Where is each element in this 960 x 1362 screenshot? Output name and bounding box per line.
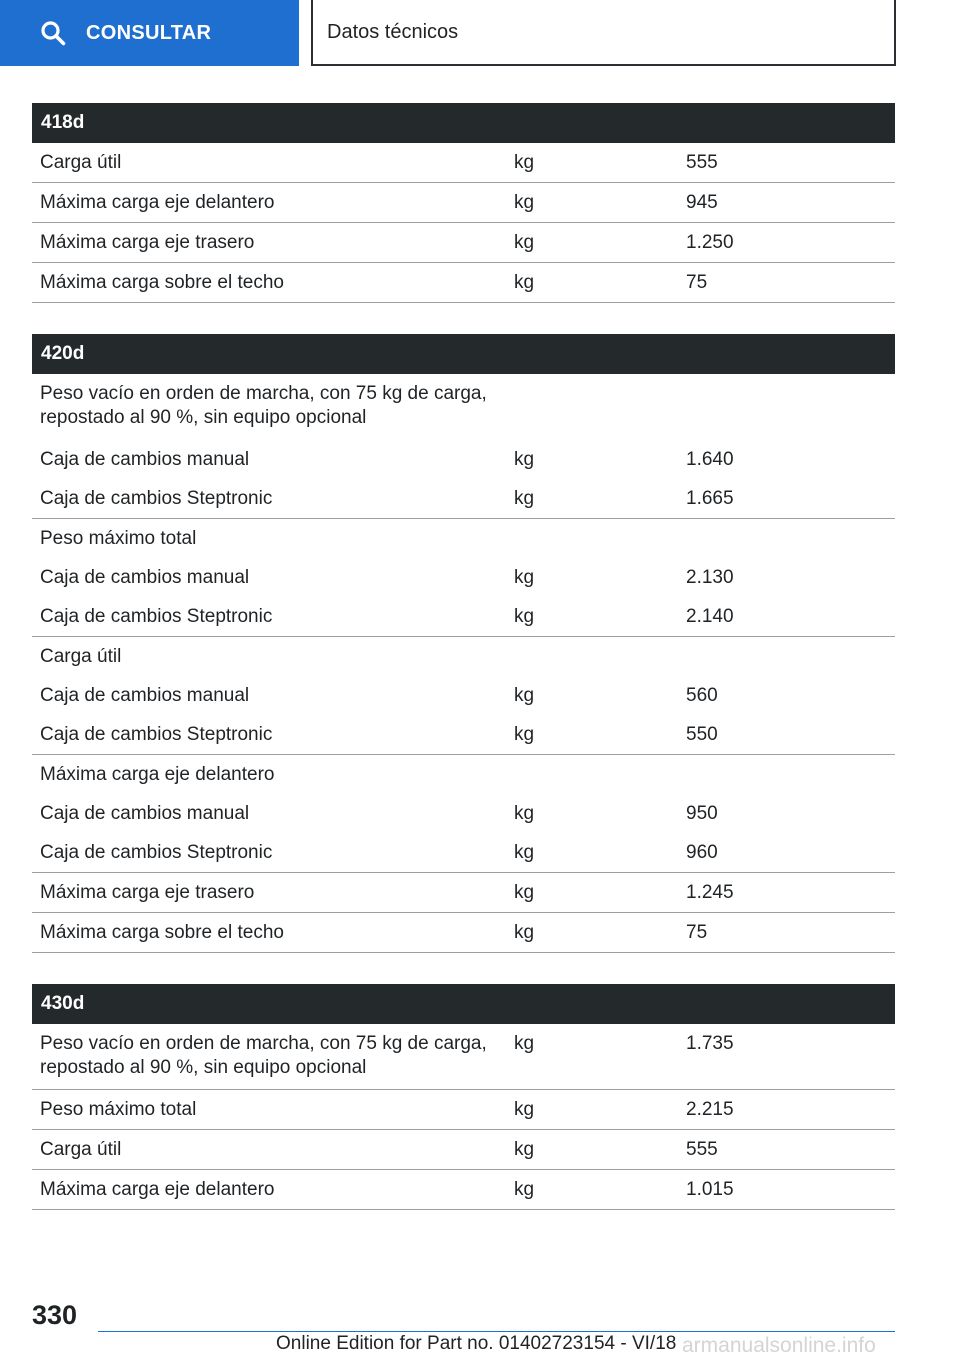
row-value bbox=[677, 374, 895, 440]
row-value: 550 bbox=[686, 724, 718, 745]
row-unit: kg bbox=[514, 724, 535, 745]
table-row bbox=[32, 715, 895, 755]
row-label: Máxima carga eje trasero bbox=[40, 882, 255, 903]
table-row bbox=[32, 755, 895, 794]
row-value: 1.735 bbox=[686, 1033, 734, 1054]
technical-data-content bbox=[32, 103, 895, 1241]
table-row bbox=[32, 1090, 895, 1130]
row-label: Máxima carga sobre el techo bbox=[40, 922, 284, 943]
table-row bbox=[32, 143, 895, 183]
row-label: Carga útil bbox=[40, 1139, 122, 1160]
row-value: 75 bbox=[686, 272, 708, 293]
row-unit: kg bbox=[514, 606, 535, 627]
row-label: Peso vacío en orden de marcha, con 75 kg de carga, repostado al 90 %, sin equipo opcional bbox=[40, 1033, 487, 1078]
table-row bbox=[32, 873, 895, 913]
watermark: armanualsonline.info bbox=[682, 1334, 876, 1357]
section-title-tab[interactable]: Datos técnicos bbox=[311, 0, 896, 66]
row-value: 1.245 bbox=[686, 882, 734, 903]
row-unit: kg bbox=[514, 685, 535, 706]
table-row bbox=[32, 833, 895, 873]
row-unit bbox=[505, 637, 677, 676]
row-unit bbox=[505, 755, 677, 794]
table-row bbox=[32, 913, 895, 953]
row-label: Caja de cambios manual bbox=[40, 685, 250, 706]
table-row bbox=[32, 597, 895, 637]
row-unit: kg bbox=[514, 1139, 535, 1160]
row-value: 950 bbox=[686, 803, 718, 824]
row-label: Caja de cambios manual bbox=[40, 449, 250, 470]
row-unit: kg bbox=[514, 803, 535, 824]
row-label: Carga útil bbox=[40, 152, 122, 173]
table-row bbox=[32, 637, 895, 676]
page-number: 330 bbox=[32, 1300, 78, 1330]
row-unit bbox=[505, 374, 677, 440]
block-title: 430d bbox=[32, 984, 895, 1024]
row-label: Peso máximo total bbox=[40, 1099, 197, 1120]
table-row bbox=[32, 479, 895, 519]
row-unit: kg bbox=[514, 232, 535, 253]
consult-button[interactable] bbox=[0, 0, 299, 66]
table-row bbox=[32, 794, 895, 833]
row-unit: kg bbox=[514, 1179, 535, 1200]
row-value: 1.250 bbox=[686, 232, 734, 253]
spec-block bbox=[32, 984, 895, 1210]
spec-block bbox=[32, 334, 895, 953]
page-footer bbox=[0, 1290, 960, 1362]
consult-label: CONSULTAR bbox=[86, 21, 212, 44]
row-value: 1.665 bbox=[686, 488, 734, 509]
table-row bbox=[32, 1130, 895, 1170]
block-title: 418d bbox=[32, 103, 895, 143]
row-label: Máxima carga eje trasero bbox=[40, 232, 255, 253]
row-unit: kg bbox=[514, 272, 535, 293]
table-row bbox=[32, 558, 895, 597]
row-label: Caja de cambios manual bbox=[40, 567, 250, 588]
row-unit: kg bbox=[514, 1033, 535, 1054]
table-row bbox=[32, 374, 895, 440]
row-value bbox=[677, 755, 895, 794]
row-value: 560 bbox=[686, 685, 718, 706]
row-unit: kg bbox=[514, 488, 535, 509]
row-value: 555 bbox=[686, 152, 718, 173]
table-row bbox=[32, 440, 895, 479]
top-bar bbox=[0, 0, 960, 66]
row-label: Caja de cambios Steptronic bbox=[40, 488, 273, 509]
row-label: Máxima carga eje delantero bbox=[40, 1179, 275, 1200]
spec-block bbox=[32, 103, 895, 303]
row-unit: kg bbox=[514, 567, 535, 588]
row-unit: kg bbox=[514, 152, 535, 173]
table-row bbox=[32, 223, 895, 263]
table-row bbox=[32, 519, 895, 558]
row-label: Peso máximo total bbox=[40, 528, 197, 549]
table-row bbox=[32, 1170, 895, 1210]
row-label: Máxima carga eje delantero bbox=[40, 192, 275, 213]
search-icon bbox=[40, 20, 66, 46]
row-value: 75 bbox=[686, 922, 708, 943]
row-value: 1.640 bbox=[686, 449, 734, 470]
row-label: Máxima carga sobre el techo bbox=[40, 272, 284, 293]
row-label: Caja de cambios Steptronic bbox=[40, 842, 273, 863]
row-label: Carga útil bbox=[40, 646, 122, 667]
row-value: 945 bbox=[686, 192, 718, 213]
row-unit: kg bbox=[514, 842, 535, 863]
row-value bbox=[677, 637, 895, 676]
row-label: Caja de cambios Steptronic bbox=[40, 724, 273, 745]
row-label: Peso vacío en orden de marcha, con 75 kg de carga, repostado al 90 %, sin equipo opcional bbox=[40, 383, 487, 428]
row-value: 2.215 bbox=[686, 1099, 734, 1120]
row-label: Caja de cambios Steptronic bbox=[40, 606, 273, 627]
row-value: 960 bbox=[686, 842, 718, 863]
row-value: 2.140 bbox=[686, 606, 734, 627]
row-unit: kg bbox=[514, 192, 535, 213]
row-label: Máxima carga eje delantero bbox=[40, 764, 275, 785]
footer-divider bbox=[98, 1331, 895, 1332]
row-label: Caja de cambios manual bbox=[40, 803, 250, 824]
row-unit bbox=[505, 519, 677, 558]
table-row bbox=[32, 263, 895, 303]
table-row bbox=[32, 1024, 895, 1090]
block-title: 420d bbox=[32, 334, 895, 374]
row-value: 2.130 bbox=[686, 567, 734, 588]
row-value: 555 bbox=[686, 1139, 718, 1160]
row-unit: kg bbox=[514, 922, 535, 943]
row-unit: kg bbox=[514, 1099, 535, 1120]
row-unit: kg bbox=[514, 882, 535, 903]
table-row bbox=[32, 676, 895, 715]
row-value bbox=[677, 519, 895, 558]
row-unit: kg bbox=[514, 449, 535, 470]
table-row bbox=[32, 183, 895, 223]
edition-text: Online Edition for Part no. 01402723154 - VI/18 bbox=[276, 1333, 677, 1354]
row-value: 1.015 bbox=[686, 1179, 734, 1200]
